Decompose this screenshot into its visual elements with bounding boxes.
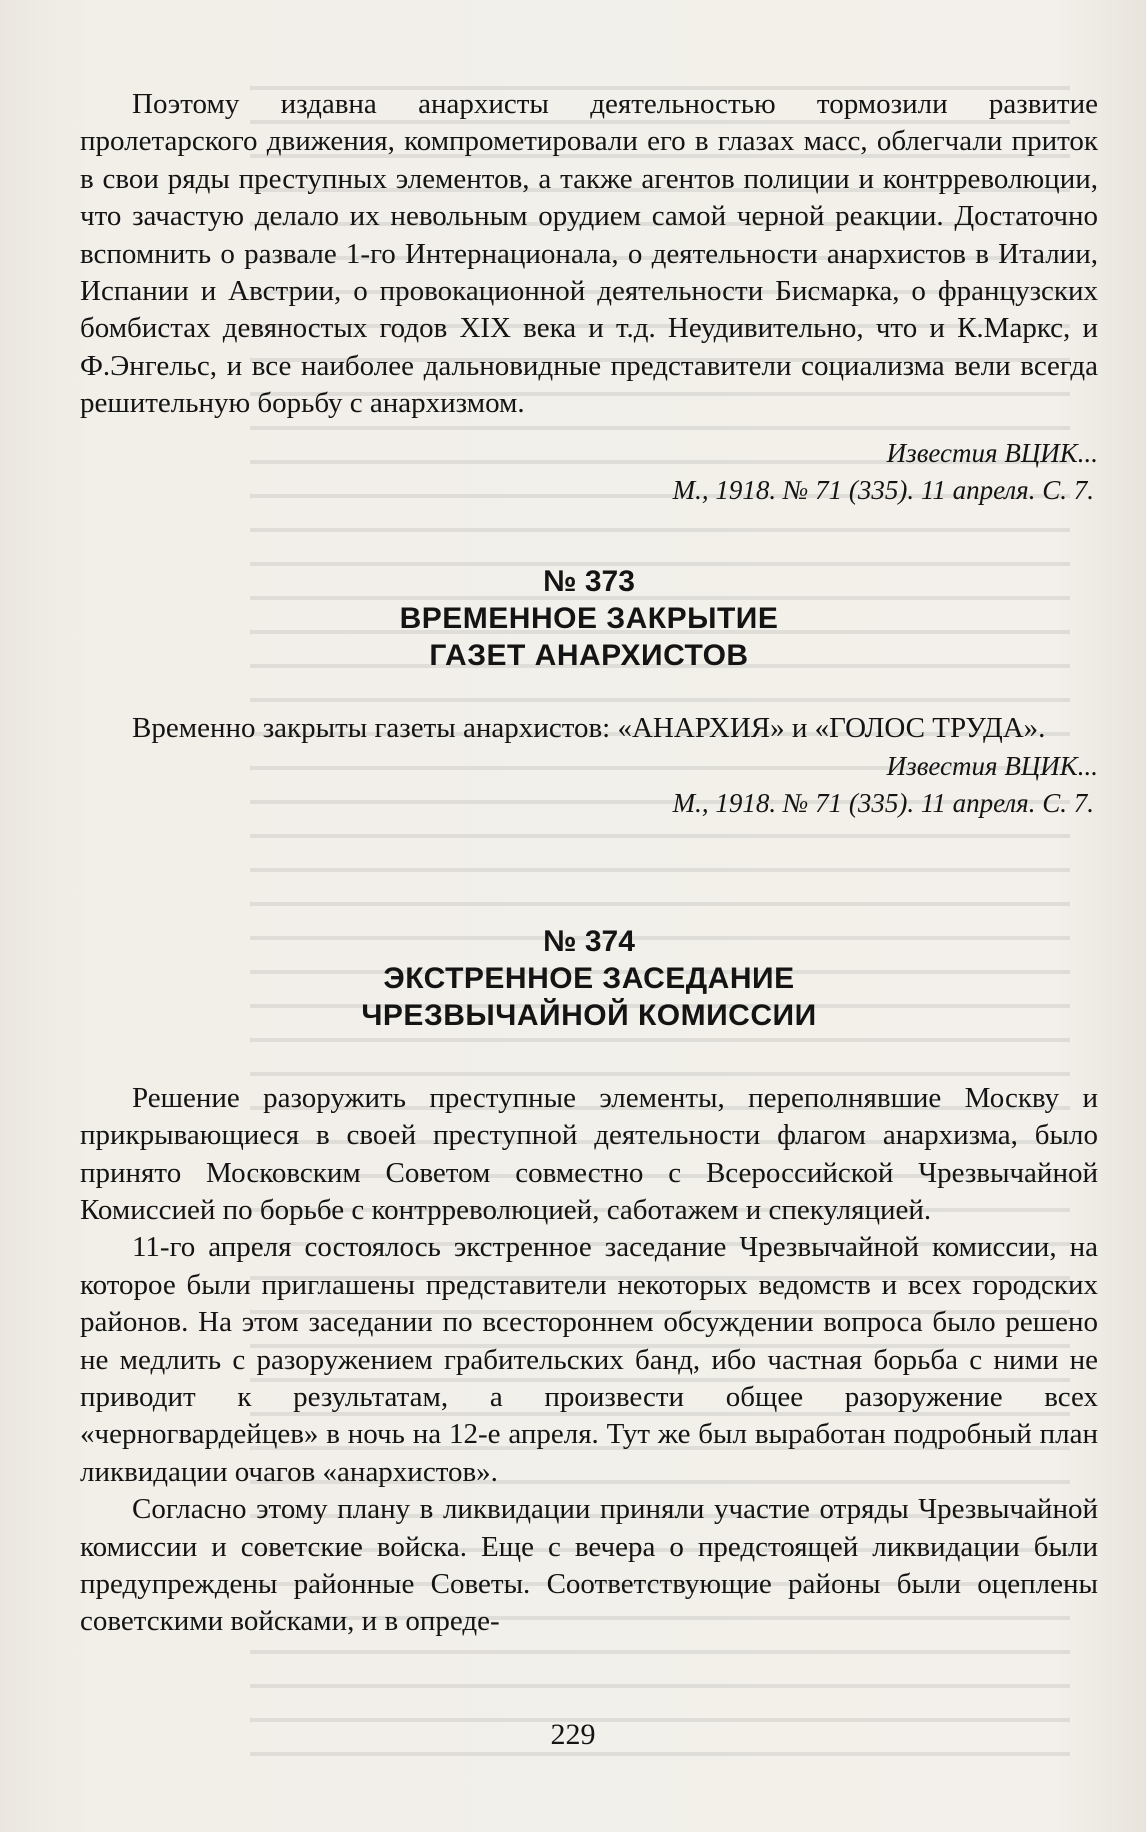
source-title: Известия ВЦИК...: [886, 750, 1098, 781]
document-title-373-line2: ГАЗЕТ АНАРХИСТОВ: [429, 639, 749, 673]
page-text: [80, 86, 1098, 1641]
paragraph-disarmament-decision: Решение разоружить преступные элементы, переполнявшие Москву и прикрывающиеся в своей преступной деятельности флагом анархизма, было принято Московским Советом совместно с Всероссийской Чрезвычайной Комиссией по борьбе с контрреволюцией, саботажем и спекуляцией.: [80, 1081, 1098, 1226]
paragraph-liquidation-plan: Согласно этому плану в ликвидации приняли участие отряды Чрезвычайной комиссии и советские войска. Еще с вечера о предстоящей ликвидации были предупреждены районные Советы. Соответствующие районы были оцеплены советскими войсками, и в опреде-: [80, 1493, 1098, 1638]
paragraph-anarchism-history: Поэтому издавна анархисты деятельностью тормозили развитие пролетарского движения, компрометировали его в глазах масс, облегчали приток в свои ряды преступных элементов, а также агентов полиции и контрреволюции, что зачастую делало их невольным орудием самой черной реакции. Достаточно вспомнить о развале 1-го Интернационала, о деятельности анархистов в Италии, Испании и Австрии, о провокационной деятельности Бисмарка, о французских бомбистах девяностых годов XIX века и т.д. Неудивительно, что и К.Маркс, и Ф.Энгельс, и все наиболее дальновидные представители социализма вели всегда решительную борьбу с анархизмом.: [80, 88, 1098, 420]
document-title-373-line1: ВРЕМЕННОЕ ЗАКРЫТИЕ: [399, 602, 779, 636]
source-title: Известия ВЦИК...: [886, 437, 1098, 468]
document-title-374-line1: ЭКСТРЕННОЕ ЗАСЕДАНИЕ: [383, 961, 795, 995]
paragraph-newspapers-closed: Временно закрыты газеты анархистов: «АНАРХИЯ» и «ГОЛОС ТРУДА».: [132, 712, 1046, 745]
document-number-373: № 373: [543, 565, 635, 599]
source-citation-2: [80, 748, 1098, 823]
paragraph-emergency-meeting: 11-го апреля состоялось экстренное заседание Чрезвычайной комиссии, на которое были приглашены представители некоторых ведомств и всех городских районов. На этом заседании по всестороннем обсуждении вопроса было решено не медлить с разоружением грабительских банд, ибо частная борьба с ними не приводит к результатам, а произвести общее разоружение всех «черногвардейцев» в ночь на 12-е апреля. Тут же был выработан подробный план ликвидации очагов «анархистов».: [80, 1231, 1098, 1488]
source-details: М., 1918. № 71 (335). 11 апреля. С. 7.: [672, 475, 1094, 506]
document-title-374-line2: ЧРЕЗВЫЧАЙНОЙ КОМИССИИ: [361, 998, 817, 1032]
document-number-374: № 374: [543, 924, 635, 958]
page-number: 229: [550, 1718, 596, 1751]
source-citation-1: [80, 435, 1098, 510]
source-details: М., 1918. № 71 (335). 11 апреля. С. 7.: [672, 788, 1094, 819]
